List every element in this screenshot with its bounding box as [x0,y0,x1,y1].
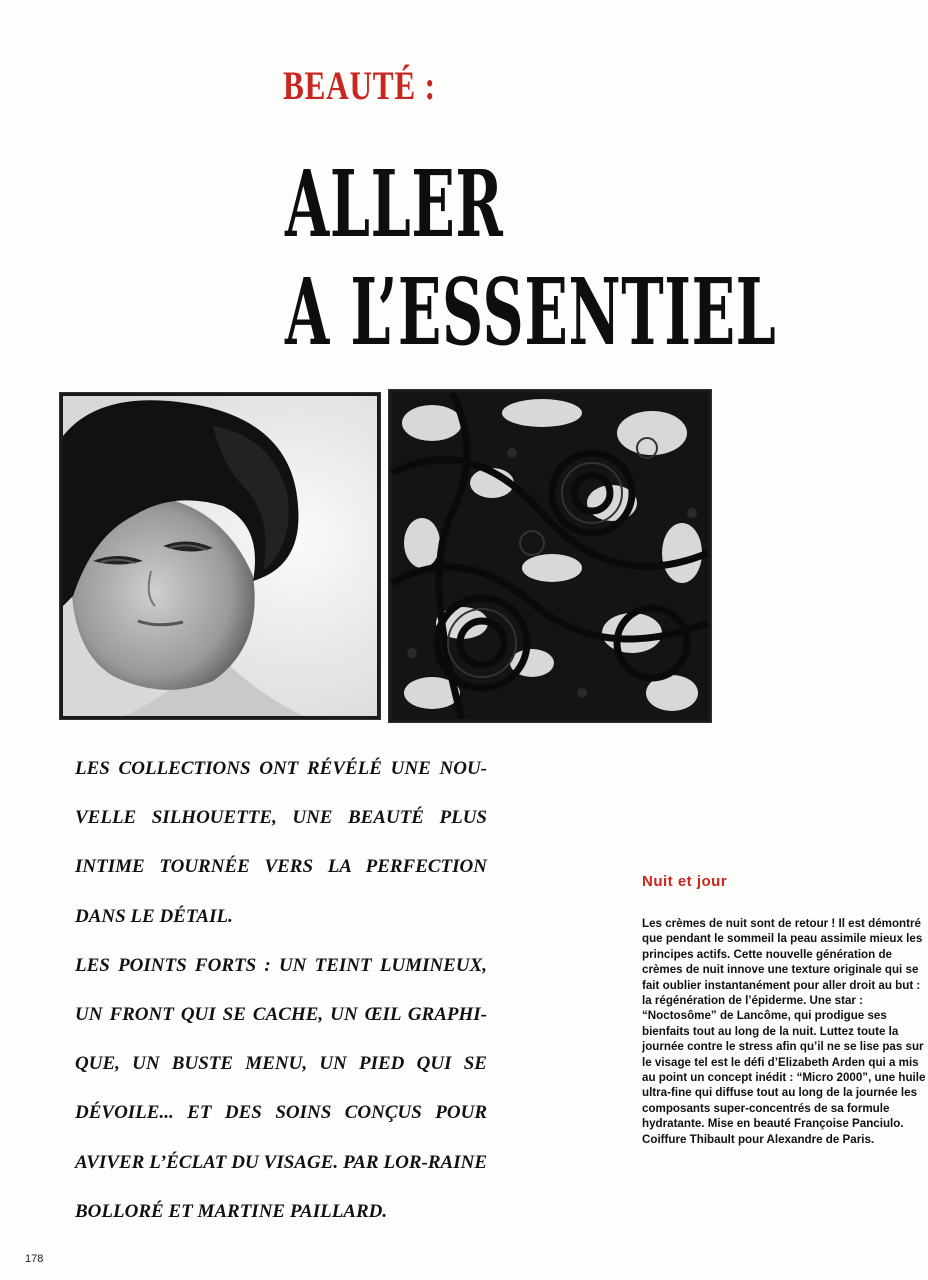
portrait-photo [60,393,380,719]
sidebar-body: Les crèmes de nuit sont de retour ! Il est démontré que pendant le sommeil la peau assimile mieux les principes actifs. Cette nouvelle génération de crèmes de nuit innove une texture originale qui se fait oublier instantanément pour aller droit au but : la régénération de l’épiderme. Une star : “Noctosôme” de Lancôme, qui prodigue ses bienfaits tout au long de la nuit. Luttez toute la journée contre le stress afin qu’il ne se lise pas sur le visage tel est le défi d’Elizabeth Arden qui a mis au point un concept inédit : “Micro 2000”, une huile ultra-fine qui diffuse tout au long de la journée les composants super-concentrés de sa formule hydratante. Mise en beauté Françoise Panciulo. Coiffure Thibault pour Alexandre de Paris. [642,917,926,1146]
headline-line-1: ALLER [285,150,504,258]
section-kicker: BEAUTÉ : [283,63,436,108]
lace-photo [389,390,711,722]
intro-paragraph-1: LES COLLECTIONS ONT RÉVÉLÉ UNE NOU-VELLE SILHOUETTE, UNE BEAUTÉ PLUS INTIME TOURNÉE VERS LA PERFECTION DANS LE DÉTAIL. [75,758,487,927]
article-intro [75,744,487,1236]
portrait-image [63,396,377,716]
lace-image [392,393,708,719]
sidebar-title: Nuit et jour [642,873,728,890]
intro-paragraph-2: LES POINTS FORTS : UN TEINT LUMINEUX, UN FRONT QUI SE CACHE, UN ŒIL GRAPHI-QUE, UN BUSTE MENU, UN PIED QUI SE DÉVOILE... ET DES SOINS CONÇUS POUR AVIVER L’ÉCLAT DU VISAGE. PAR LOR-RAINE BOLLORÉ ET MARTINE PAILLARD. [75,954,487,1222]
headline-line-2: A L’ESSENTIEL [285,258,777,366]
page-number: 178 [25,1253,44,1265]
article-headline [285,150,776,366]
